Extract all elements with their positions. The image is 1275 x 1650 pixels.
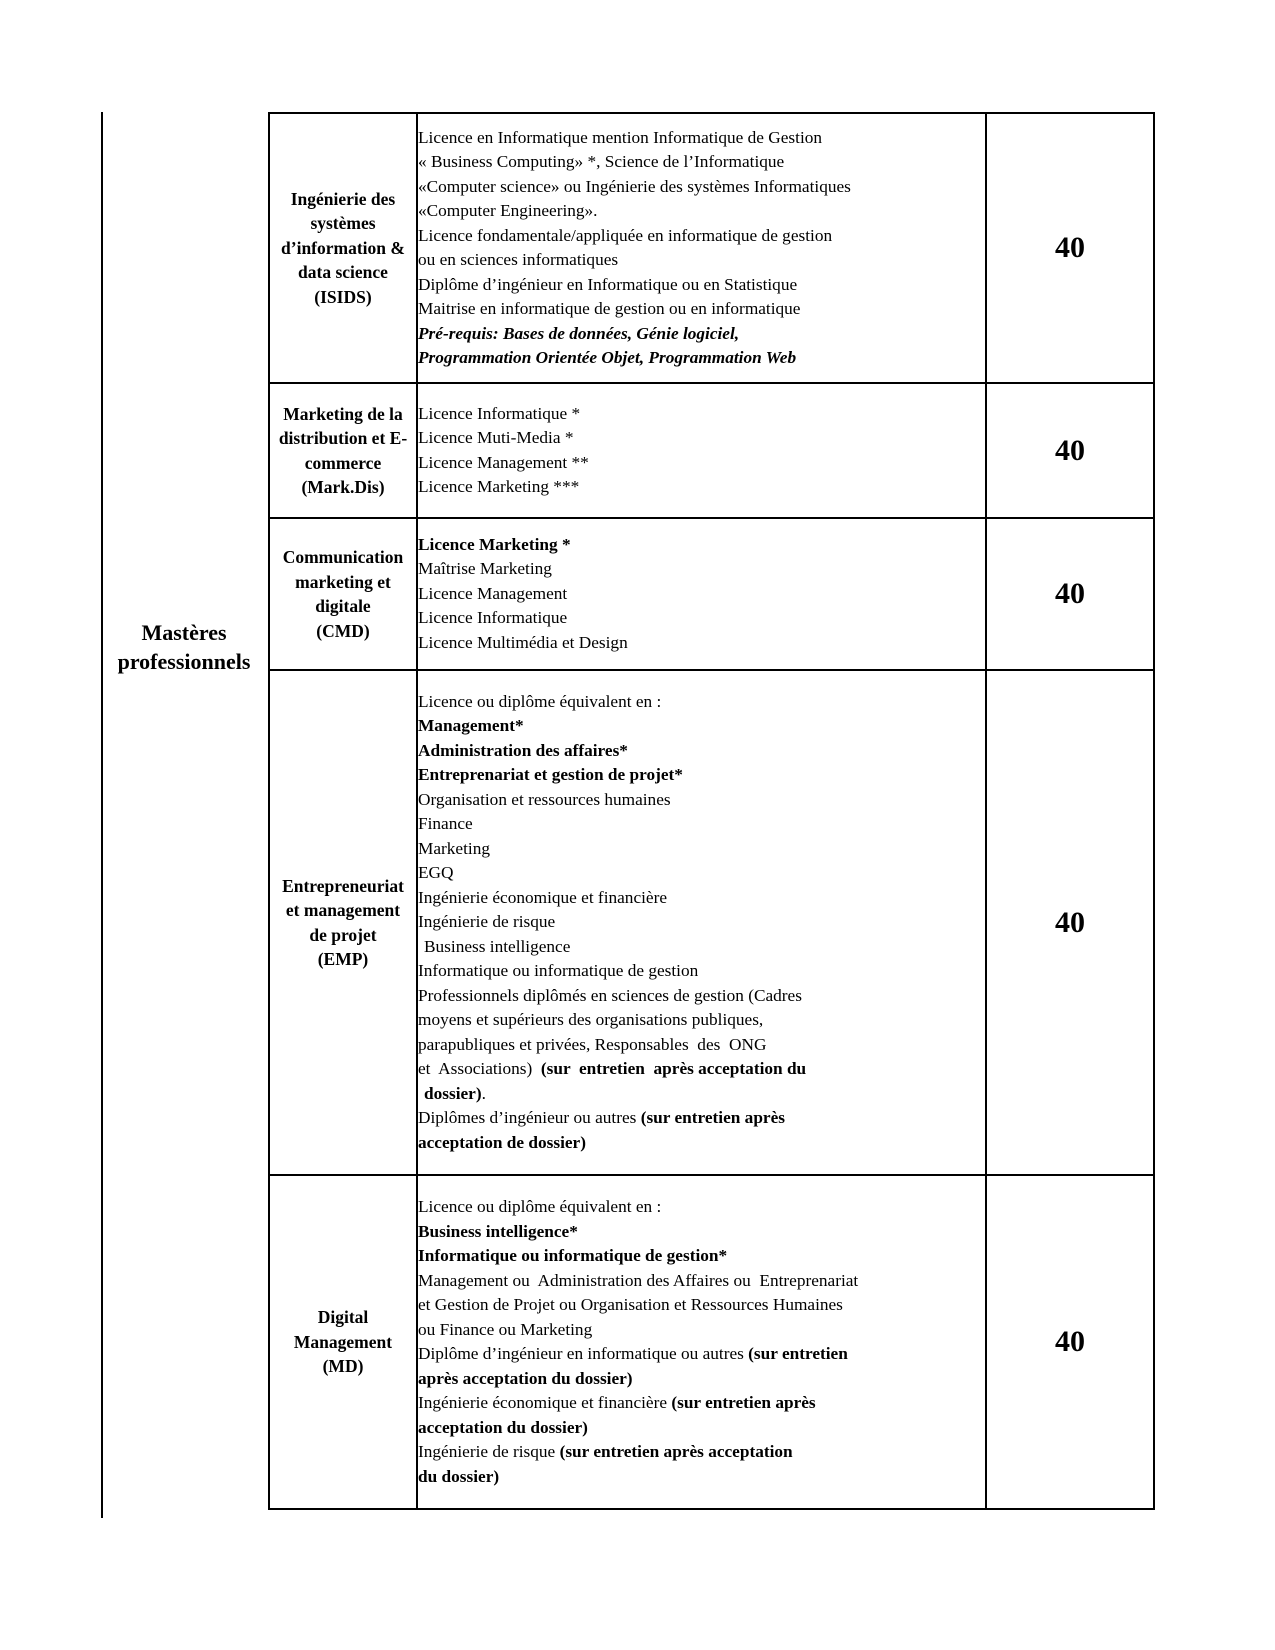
prereq-line: et Gestion de Projet ou Organisation et Ressources Humaines — [418, 1295, 843, 1314]
prereq-line: Programmation Orientée Objet, Programmation Web — [418, 348, 797, 367]
prereq-line: «Computer science» ou Ingénierie des systèmes Informatiques — [418, 176, 851, 196]
prereq-line — [418, 1440, 985, 1465]
category-line: professionnels — [117, 649, 251, 674]
prereq-line: Licence fondamentale/appliquée en informatique de gestion — [418, 225, 833, 245]
table-row — [269, 1175, 1154, 1509]
program-prerequisites — [417, 518, 986, 670]
prereq-line: Licence Informatique — [418, 608, 568, 628]
prereq-line: Entreprenariat et gestion de projet* — [418, 765, 683, 785]
prereq-line: acceptation du dossier) — [418, 1417, 588, 1437]
program-name-line: Communication — [282, 547, 404, 567]
prereq-line: Marketing — [418, 838, 490, 858]
prereq-line: Licence Marketing *** — [418, 477, 580, 496]
category-label — [103, 618, 265, 676]
prereq-line: Business intelligence* — [418, 1221, 578, 1241]
seats-count: 40 — [986, 670, 1154, 1175]
table-row — [269, 383, 1154, 518]
prereq-line: moyens et supérieurs des organisations publiques, — [418, 1010, 764, 1030]
prereq-line — [418, 1106, 985, 1131]
program-name-line: systèmes — [310, 213, 376, 234]
prereq-line: Professionnels diplômés en sciences de gestion (Cadres — [418, 985, 802, 1005]
program-name-line: (MD) — [322, 1356, 364, 1377]
prereq-line: ou Finance ou Marketing — [418, 1319, 593, 1339]
prereq-line: Licence Management — [418, 583, 568, 603]
prereq-line: Licence ou diplôme équivalent en : — [418, 691, 662, 711]
prereq-line: après acceptation du dossier) — [418, 1368, 633, 1388]
program-name-line: (CMD) — [316, 620, 370, 641]
program-name-line: Marketing de la — [283, 403, 403, 424]
seats-count: 40 — [986, 113, 1154, 383]
program-name-line: commerce — [304, 452, 382, 473]
prereq-line: parapubliques et privées, Responsables des ONG — [418, 1034, 767, 1054]
prereq-line — [418, 1391, 985, 1416]
prereq-line: Maitrise en informatique de gestion ou en informatique — [418, 299, 801, 318]
prereq-text-bold: (sur entretien — [748, 1344, 848, 1363]
prereq-line: Finance — [418, 814, 473, 834]
prereq-line: Pré-requis: Bases de données, Génie logiciel, — [418, 323, 740, 343]
prereq-line: acceptation de dossier) — [418, 1132, 586, 1152]
seats-count: 40 — [986, 383, 1154, 518]
table-row — [269, 670, 1154, 1175]
program-name-line: Digital — [317, 1307, 369, 1328]
prereq-line: Licence Management ** — [418, 452, 589, 472]
prereq-line: Licence Informatique * — [418, 403, 581, 423]
program-prerequisites — [417, 1175, 986, 1509]
program-prerequisites — [417, 670, 986, 1175]
prereq-line: Management* — [418, 716, 524, 736]
program-name — [269, 518, 417, 670]
program-name — [269, 383, 417, 518]
program-name — [269, 670, 417, 1175]
prereq-line: Management ou Administration des Affaires ou Entreprenariat — [418, 1270, 859, 1290]
prereq-line: Organisation et ressources humaines — [418, 789, 671, 809]
program-name-line: Ingénierie des — [290, 188, 396, 209]
table-row — [269, 113, 1154, 383]
program-name-line: marketing et — [295, 571, 391, 592]
prereq-text-bold: (sur entretien après acceptation du — [540, 1059, 807, 1079]
prereq-line — [418, 1057, 985, 1082]
prereq-line: EGQ — [418, 863, 454, 883]
program-name-line: et management — [285, 900, 401, 920]
table-row — [269, 518, 1154, 670]
program-prerequisites — [417, 113, 986, 383]
prereq-line: « Business Computing» *, Science de l’Informatique — [418, 152, 785, 171]
program-name-line: de projet — [309, 924, 377, 945]
prereq-line: Business intelligence — [424, 936, 571, 956]
left-rule — [101, 112, 103, 1518]
prereq-text-bold: (sur entretien après — [671, 1393, 816, 1412]
prereq-line: Licence en Informatique mention Informatique de Gestion — [418, 127, 823, 147]
program-prerequisites — [417, 383, 986, 518]
prereq-line: Ingénierie de risque — [418, 912, 556, 932]
prereq-line: Informatique ou informatique de gestion* — [418, 1246, 728, 1265]
prereq-text-bold: (sur entretien après — [640, 1108, 785, 1128]
program-name — [269, 113, 417, 383]
prereq-text: Diplôme d’ingénieur en informatique ou autres — [418, 1344, 749, 1363]
prereq-text: Ingénierie économique et financière — [418, 1393, 672, 1412]
prereq-text-bold: (sur entretien après acceptation — [559, 1442, 793, 1461]
seats-count: 40 — [986, 1175, 1154, 1509]
program-name-line: (EMP) — [317, 949, 369, 969]
prereq-line — [418, 1082, 985, 1107]
prereq-text: et Associations) — [418, 1059, 541, 1079]
prereq-line: ou en sciences informatiques — [418, 250, 619, 269]
seats-count: 40 — [986, 518, 1154, 670]
prereq-line — [418, 1342, 985, 1367]
prereq-line: Maîtrise Marketing — [418, 559, 552, 579]
program-name-line: Management — [293, 1331, 393, 1352]
prereq-line: Diplôme d’ingénieur en Informatique ou en Statistique — [418, 274, 798, 294]
prereq-text: . — [481, 1083, 486, 1103]
program-name-line: (Mark.Dis) — [301, 477, 385, 497]
prereq-line: «Computer Engineering». — [418, 201, 598, 220]
prereq-line: Administration des affaires* — [418, 740, 628, 760]
category-line: Mastères — [141, 620, 227, 645]
prereq-line: Informatique ou informatique de gestion — [418, 961, 699, 981]
program-name-line: distribution et E- — [278, 428, 408, 448]
prereq-text: Diplômes d’ingénieur ou autres — [418, 1108, 641, 1128]
prereq-line: Licence Multimédia et Design — [418, 632, 628, 652]
program-name-line: (ISIDS) — [314, 286, 372, 307]
program-name-line: digitale — [315, 596, 371, 616]
program-name-line: Entrepreneuriat — [282, 875, 404, 896]
prereq-line: Licence ou diplôme équivalent en : — [418, 1197, 662, 1216]
programs-table — [268, 112, 1155, 1510]
prereq-line: Licence Marketing * — [418, 534, 571, 554]
prereq-line: Ingénierie économique et financière — [418, 887, 668, 907]
prereq-line: du dossier) — [418, 1466, 500, 1486]
prereq-line: Licence Muti-Media * — [418, 428, 574, 447]
prereq-text-bold: dossier) — [424, 1083, 482, 1103]
program-name-line: data science — [298, 262, 388, 283]
program-name-line: d’information & — [281, 237, 405, 258]
program-name — [269, 1175, 417, 1509]
prereq-text: Ingénierie de risque — [418, 1442, 560, 1461]
